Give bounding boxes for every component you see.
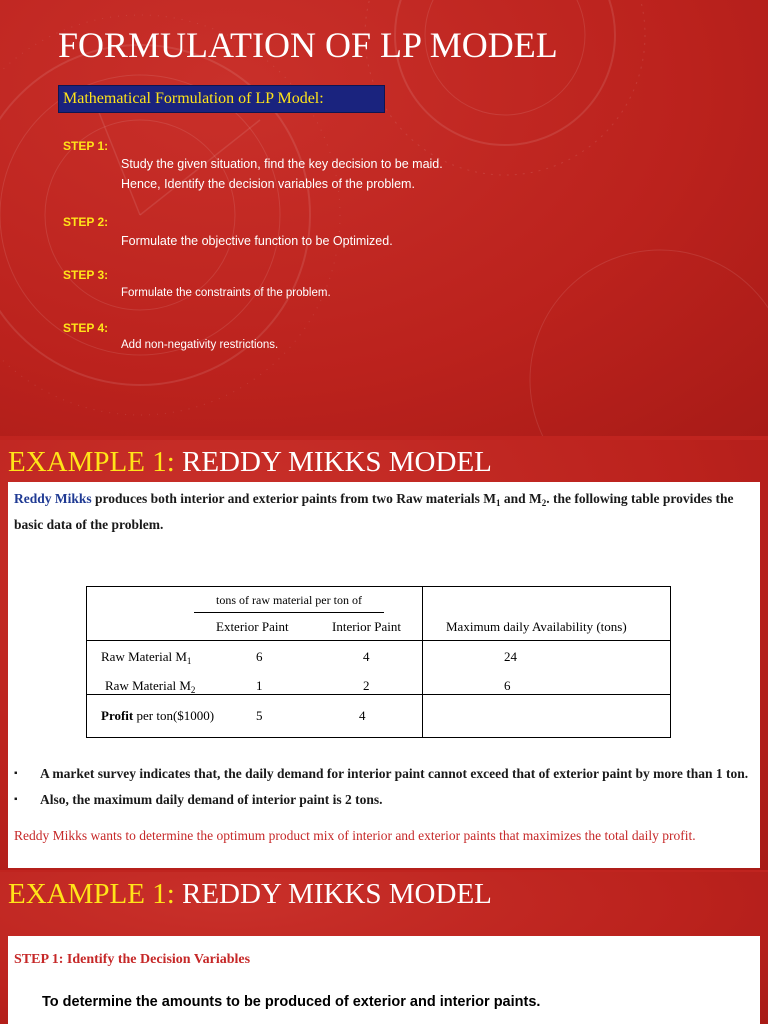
step-4-line-1: Add non-negativity restrictions. (121, 339, 279, 351)
step-2-label: STEP 2: (63, 215, 109, 229)
step-2-line-1: Formulate the objective function to be Optimized. (121, 234, 393, 248)
step-4-label: STEP 4: (63, 321, 109, 335)
row-label-m1 (101, 649, 191, 666)
step-3-line-1: Formulate the constraints of the problem. (121, 287, 331, 299)
page-title: FORMULATION OF LP MODEL (58, 25, 558, 65)
example-title (8, 878, 492, 911)
group-header: tons of raw material per ton of (216, 593, 362, 607)
step-1-line-1: Study the given situation, find the key decision to be maid. (121, 157, 443, 171)
col-header-exterior: Exterior Paint (216, 619, 289, 634)
bullet-max-demand (14, 790, 749, 810)
example-title-rest: REDDY MIKKS MODEL (174, 878, 492, 910)
table-divider-header (87, 640, 670, 641)
cell-m2-exterior: 1 (256, 678, 263, 693)
row-label-m1-text: Raw Material M (101, 649, 187, 664)
col-header-interior: Interior Paint (332, 619, 401, 634)
cell-m2-interior: 2 (363, 678, 370, 693)
brand-name: Reddy Mikks (14, 491, 92, 506)
slide-example-1 (0, 440, 768, 870)
cell-m1-interior: 4 (363, 649, 370, 664)
subtitle-banner: Mathematical Formulation of LP Model: (58, 85, 385, 113)
bullet-text: Also, the maximum daily demand of interior paint is 2 tons. (40, 792, 383, 807)
step-1-label: STEP 1: (63, 139, 109, 153)
intro-text-c: . the following table provides the basic data of the problem. (14, 491, 734, 532)
example-title (8, 446, 492, 479)
group-header-underline (194, 612, 384, 613)
content-panel (8, 482, 760, 868)
intro-text-a: produces both interior and exterior paints from two Raw materials M (91, 491, 496, 506)
intro-sub-1: 1 (496, 498, 501, 508)
bullet-text: A market survey indicates that, the daily demand for interior paint cannot exceed that of exterior paint by more than 1 ton. (40, 766, 749, 781)
step-description: To determine the amounts to be produced of exterior and interior paints. (42, 994, 541, 1010)
intro-sub-2: 2 (541, 498, 547, 508)
row-label-m2 (105, 678, 195, 695)
cell-m2-max: 6 (504, 678, 511, 693)
table-divider-vertical (422, 587, 423, 737)
content-panel (8, 936, 760, 1024)
slide-formulation (0, 0, 768, 436)
row-label-profit (101, 708, 214, 724)
cell-m1-exterior: 6 (256, 649, 263, 664)
intro-paragraph (14, 488, 756, 536)
col-header-max-availability: Maximum daily Availability (tons) (446, 619, 627, 634)
bullet-icon: ▪ (14, 768, 18, 779)
row-label-m1-sub: 1 (186, 656, 192, 666)
bullet-icon: ▪ (14, 794, 18, 805)
row-label-m2-text: Raw Material M (105, 678, 191, 693)
cell-profit-interior: 4 (359, 708, 366, 723)
step-3-label: STEP 3: (63, 268, 109, 282)
row-label-profit-bold: Profit (101, 708, 134, 723)
cell-m1-max: 24 (504, 649, 517, 664)
slide-example-1-step-1 (0, 872, 768, 1024)
step-heading: STEP 1: Identify the Decision Variables (14, 952, 251, 967)
example-title-rest: REDDY MIKKS MODEL (174, 446, 492, 478)
example-title-highlight: EXAMPLE 1: (8, 878, 175, 910)
row-label-profit-rest: per ton($1000) (133, 708, 215, 723)
row-label-m2-sub: 2 (190, 685, 196, 695)
example-title-highlight: EXAMPLE 1: (8, 446, 175, 478)
conclusion-paragraph: Reddy Mikks wants to determine the optimum product mix of interior and exterior paints that maximizes the total daily profit. (14, 828, 696, 843)
bullet-demand-constraint (14, 764, 749, 784)
intro-text-b: and M (500, 491, 542, 506)
cell-profit-exterior: 5 (256, 708, 263, 723)
data-table (86, 586, 671, 738)
step-1-line-2: Hence, Identify the decision variables of the problem. (121, 177, 415, 191)
